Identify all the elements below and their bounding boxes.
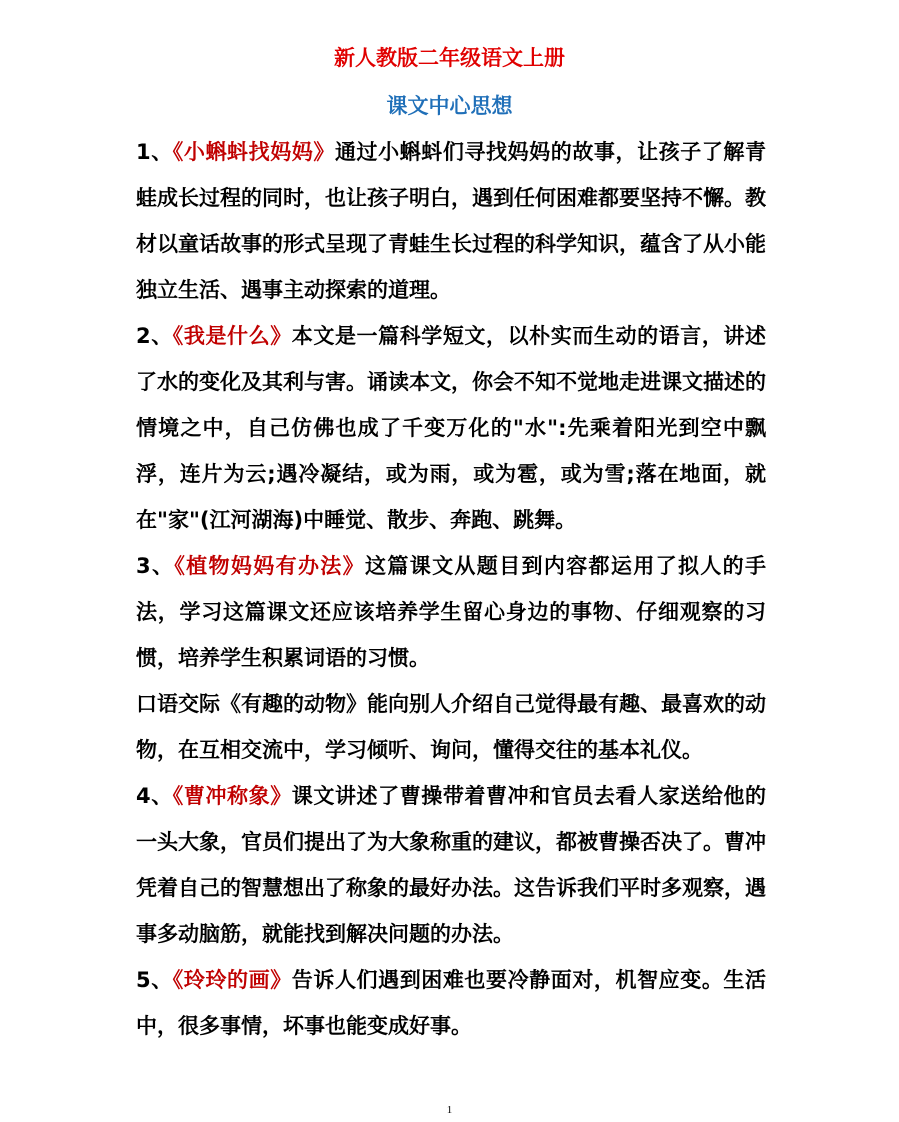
lesson-title: 《小蝌蚪找妈妈》	[172, 140, 335, 164]
lesson-title: 《玲玲的画》	[172, 968, 292, 992]
lesson-title: 《植物妈妈有办法》	[174, 554, 366, 578]
paragraph-number: 3、	[136, 554, 175, 578]
summary-paragraph-2	[136, 313, 766, 543]
paragraph-number: 1、	[136, 140, 173, 164]
document-subtitle: 课文中心思想	[386, 94, 513, 118]
paragraph-text: 课文讲述了曹操带着曹冲和官员去看人家送给他的一头大象，官员们提出了为大象称重的建议，都被曹操否决了。曹冲凭着自己的智慧想出了称象的最好办法。这告诉我们平时多观察，遇事多动脑筋，就能找到解决问题的办法。	[136, 784, 766, 946]
summary-content	[136, 129, 766, 1049]
summary-paragraph-4	[136, 773, 766, 957]
lesson-title: 《我是什么》	[172, 324, 292, 348]
paragraph-number: 5、	[136, 968, 173, 992]
paragraph-number: 2、	[136, 324, 173, 348]
summary-paragraph-3	[136, 543, 766, 681]
paragraph-text: 本文是一篇科学短文，以朴实而生动的语言，讲述了水的变化及其利与害。诵读本文，你会不知不觉地走进课文描述的情境之中，自己仿佛也成了千变万化的"水":先乘着阳光到空中飘浮，连片为云;遇冷凝结，或为雨，或为雹，或为雪;落在地面，就在"家"(江河湖海)中睡觉、散步、奔跑、跳舞。	[136, 324, 766, 532]
summary-paragraph-5	[136, 957, 766, 1049]
paragraph-text: 通过小蝌蚪们寻找妈妈的故事，让孩子了解青蛙成长过程的同时，也让孩子明白，遇到任何困难都要坚持不懈。教材以童话故事的形式呈现了青蛙生长过程的科学知识，蕴含了从小能独立生活、遇事主动探索的道理。	[136, 140, 766, 302]
summary-paragraph-oral	[136, 681, 766, 773]
summary-paragraph-1	[136, 129, 766, 313]
paragraph-number: 4、	[136, 784, 173, 808]
page-number: 1	[446, 1104, 453, 1116]
document-title: 新人教版二年级语文上册	[334, 46, 565, 70]
paragraph-text: 口语交际《有趣的动物》能向别人介绍自己觉得最有趣、最喜欢的动物，在互相交流中，学习倾听、询问，懂得交往的基本礼仪。	[136, 692, 766, 762]
paragraph-text: 这篇课文从题目到内容都运用了拟人的手法，学习这篇课文还应该培养学生留心身边的事物、仔细观察的习惯，培养学生积累词语的习惯。	[136, 554, 767, 670]
paragraph-text: 告诉人们遇到困难也要冷静面对，机智应变。生活中，很多事情，坏事也能变成好事。	[136, 968, 766, 1038]
lesson-title: 《曹冲称象》	[172, 784, 292, 808]
